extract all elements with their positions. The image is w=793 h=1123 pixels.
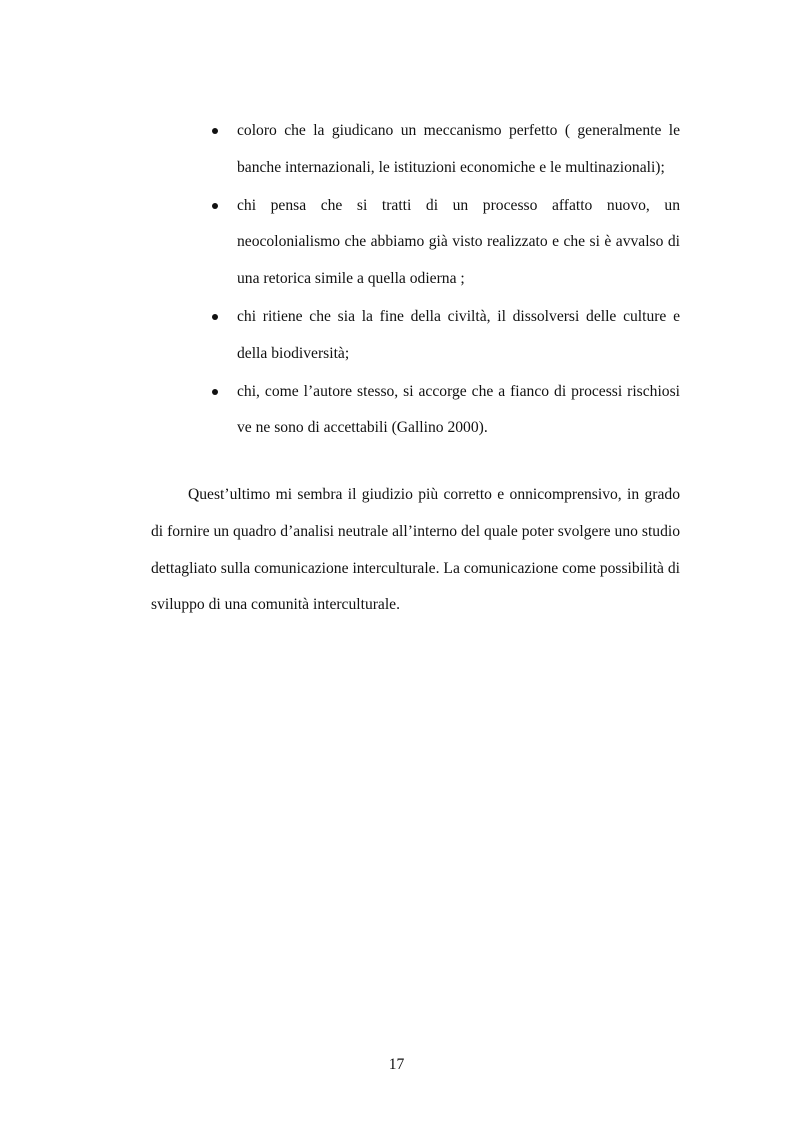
list-item <box>212 188 680 298</box>
list-item-text: chi, come l’autore stesso, si accorge che a fianco di processi rischiosi ve ne sono di accettabili (Gallino 2000). <box>237 382 680 437</box>
bullet-icon <box>212 314 218 320</box>
page-number: 17 <box>388 1056 405 1073</box>
list-item-text: coloro che la giudicano un meccanismo perfetto ( generalmente le banche internazionali, le istituzioni economiche e le multinazionali); <box>237 122 680 176</box>
list-item <box>212 113 680 187</box>
list-item <box>212 299 680 373</box>
body-paragraph: Quest’ultimo mi sembra il giudizio più corretto e onnicomprensivo, in grado di fornire un quadro d’analisi neutrale all’interno del quale poter svolgere uno studio dettagliato sulla comunicazione interculturale. La comunicazione come possibilità di sviluppo di una comunità interculturale. <box>151 486 680 614</box>
list-item-text: chi pensa che si tratti di un processo affatto nuovo, un neocolonialismo che abbiamo già visto realizzato e che si è avvalso di una retorica simile a quella odierna ; <box>237 196 680 288</box>
bullet-icon <box>212 128 218 134</box>
bullet-list <box>212 113 680 447</box>
list-item-text: chi ritiene che sia la fine della civiltà, il dissolversi delle culture e della biodiversità; <box>237 307 680 362</box>
list-item <box>212 374 680 448</box>
bullet-icon <box>212 203 218 209</box>
bullet-icon <box>212 389 218 395</box>
